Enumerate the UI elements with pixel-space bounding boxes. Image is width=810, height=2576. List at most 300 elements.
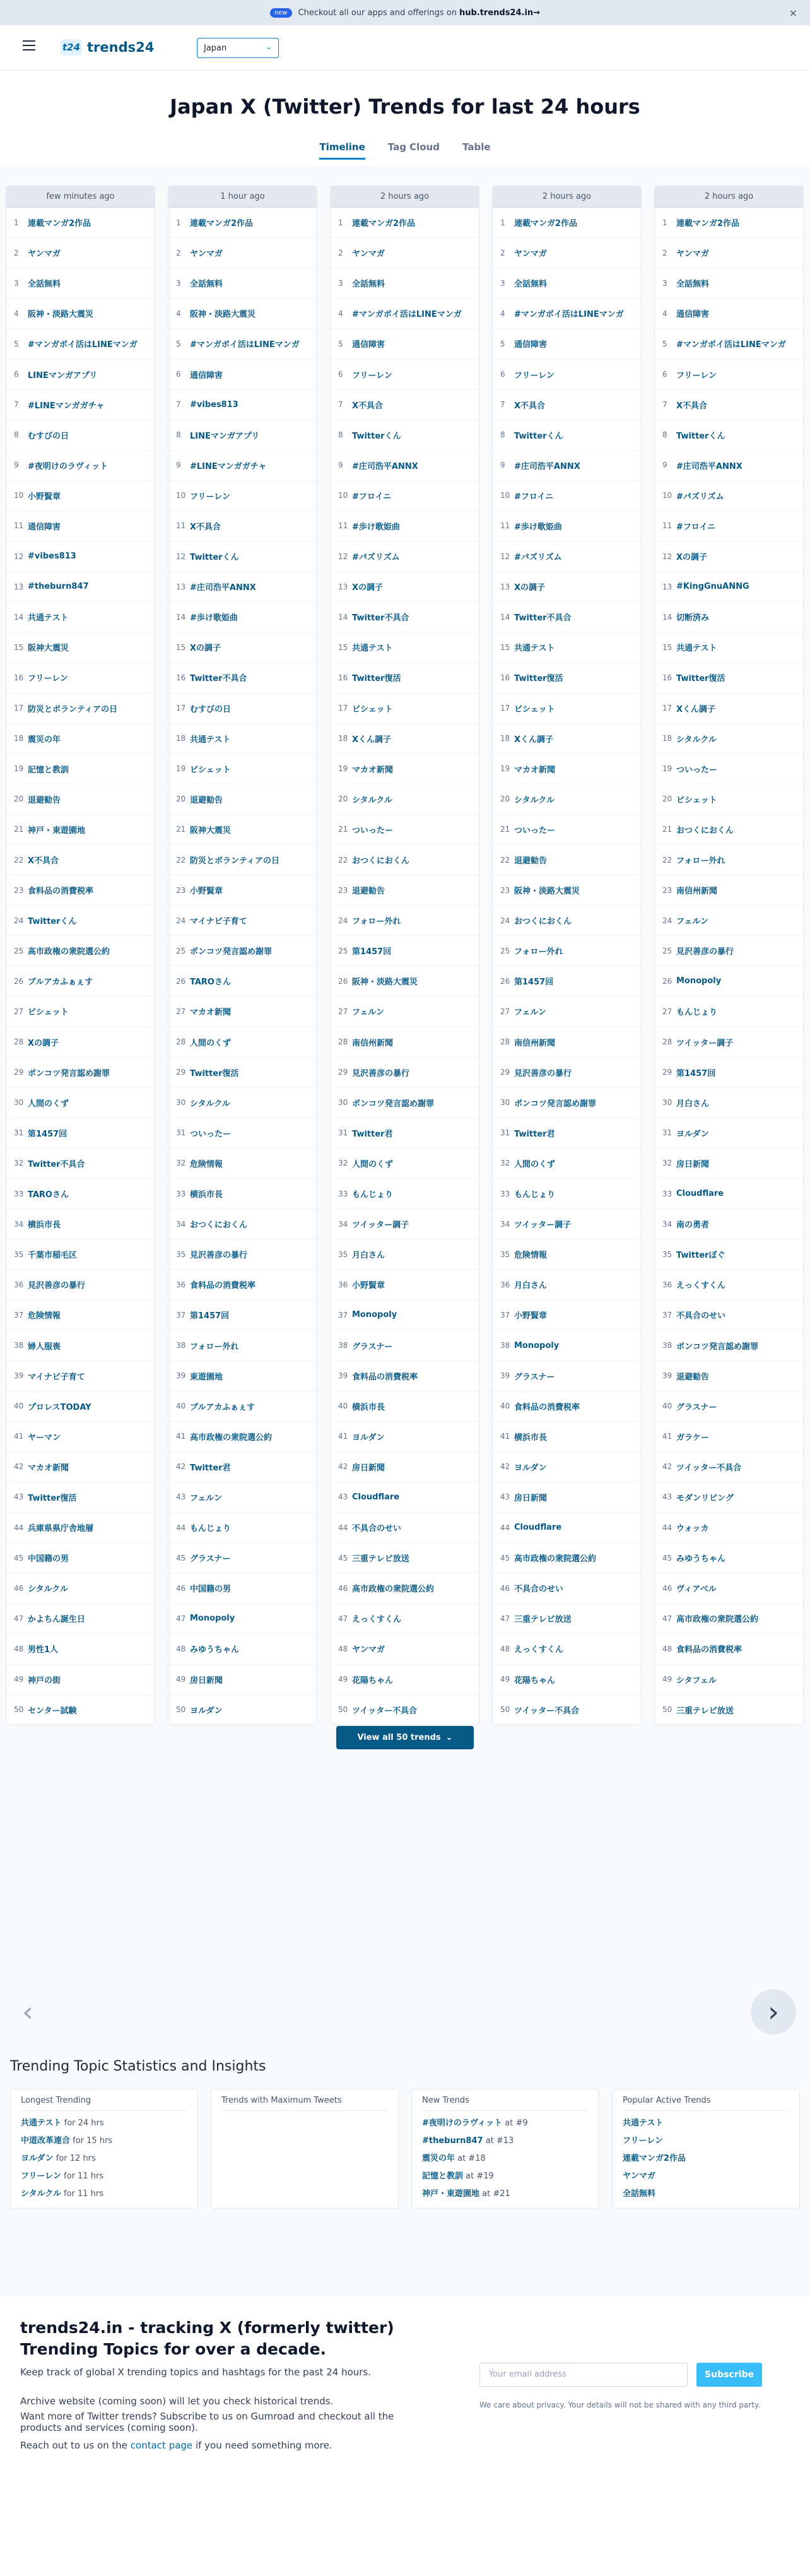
trend-rank: 5 bbox=[500, 339, 505, 348]
trend-link[interactable]: 全話無料 bbox=[514, 280, 548, 290]
trend-link[interactable]: 食料品の消費税率 bbox=[514, 1402, 580, 1412]
trend-link[interactable]: 阪神大震災 bbox=[190, 825, 232, 836]
trend-link[interactable]: ポンコツ発言認め謝罪 bbox=[190, 947, 273, 957]
trend-link[interactable]: #theburn847 bbox=[28, 582, 89, 592]
trend-rank: 36 bbox=[14, 1280, 24, 1289]
trend-link[interactable]: 退避勧告 bbox=[676, 1372, 710, 1382]
trend-link[interactable]: 見沢善彦の暴行 bbox=[514, 1068, 572, 1078]
trend-link[interactable]: Twitter復活 bbox=[514, 674, 563, 684]
trend-link[interactable]: 千葉市稲毛区 bbox=[28, 1251, 78, 1261]
trend-link[interactable]: 見沢善彦の暴行 bbox=[676, 947, 734, 957]
trend-link[interactable]: #vibes813 bbox=[28, 552, 76, 562]
trend-link[interactable]: かよちん誕生日 bbox=[28, 1615, 86, 1625]
trend-link[interactable]: 危険情報 bbox=[190, 1159, 223, 1169]
trend-link[interactable]: ツイッター不具合 bbox=[352, 1706, 418, 1716]
trend-link[interactable]: 防災とボランティアの日 bbox=[28, 704, 117, 714]
trend-link[interactable]: 通信障害 bbox=[676, 310, 710, 320]
trend-link[interactable]: フリーレン bbox=[190, 492, 230, 502]
trend-link[interactable]: Twitterぼぐ bbox=[676, 1251, 725, 1261]
trend-link[interactable]: えっくすくん bbox=[352, 1615, 402, 1625]
trend-link[interactable]: LINEマンガアプリ bbox=[190, 431, 260, 441]
trend-link[interactable]: 共通テスト bbox=[21, 2118, 62, 2128]
trend-link[interactable]: 中道改革連合 bbox=[21, 2136, 71, 2146]
trend-row bbox=[168, 1058, 317, 1088]
trend-link[interactable]: フリーレン bbox=[623, 2136, 663, 2146]
trend-link[interactable]: シタルクル bbox=[352, 795, 392, 805]
trend-link[interactable]: ヤンマガ bbox=[190, 249, 223, 259]
trend-link[interactable]: 人間のくず bbox=[28, 1099, 69, 1109]
trend-link[interactable]: 東遊園地 bbox=[190, 1372, 223, 1382]
trend-link[interactable]: ビシェット bbox=[28, 1008, 69, 1018]
trend-link[interactable]: もんじょり bbox=[352, 1190, 394, 1200]
trend-link[interactable]: TAROさん bbox=[190, 978, 231, 988]
trend-link[interactable]: ついったー bbox=[676, 765, 718, 775]
trend-link[interactable]: 高市政権の衆院選公約 bbox=[514, 1554, 597, 1564]
trend-link[interactable]: 共通テスト bbox=[676, 644, 717, 654]
trend-link[interactable]: 食料品の消費税率 bbox=[352, 1372, 418, 1382]
trend-rank: 19 bbox=[338, 764, 348, 774]
trend-link[interactable]: 小野賢章 bbox=[28, 492, 61, 502]
trend-link[interactable]: 通信障害 bbox=[190, 370, 223, 381]
trend-link[interactable]: Xの調子 bbox=[352, 583, 384, 593]
trend-row bbox=[6, 298, 155, 329]
trend-link[interactable]: シタルクル bbox=[28, 1585, 68, 1595]
trend-link[interactable]: マカオ新聞 bbox=[28, 1463, 69, 1473]
trend-link[interactable]: Twitterくん bbox=[28, 917, 77, 927]
trend-link[interactable]: 記憶と教訓 bbox=[422, 2171, 464, 2181]
trend-link[interactable]: 危険情報 bbox=[514, 1251, 548, 1261]
trend-link[interactable]: #パズリズム bbox=[514, 553, 562, 563]
trend-link[interactable]: マイナビ子育て bbox=[28, 1372, 85, 1382]
trend-link[interactable]: Monopoly bbox=[676, 976, 722, 986]
trend-link[interactable]: シタルクル bbox=[676, 735, 717, 745]
trend-link[interactable]: Twitter君 bbox=[514, 1129, 555, 1139]
trend-link[interactable]: ビシェット bbox=[352, 704, 393, 714]
trend-link[interactable]: ヤーマン bbox=[28, 1433, 61, 1443]
trend-link[interactable]: ポンコツ発言認め謝罪 bbox=[676, 1342, 759, 1352]
trend-link[interactable]: TAROさん bbox=[28, 1190, 69, 1200]
trend-link[interactable]: 横浜市長 bbox=[352, 1402, 385, 1412]
trend-link[interactable]: 房日新聞 bbox=[352, 1463, 385, 1473]
trend-link[interactable]: 第1457回 bbox=[28, 1129, 68, 1139]
trend-link[interactable]: ポンコツ発言認め謝罪 bbox=[352, 1099, 435, 1109]
trend-rank: 13 bbox=[338, 582, 348, 591]
trend-link[interactable]: 共通テスト bbox=[190, 735, 231, 745]
trend-link[interactable]: ヴィアベル bbox=[676, 1585, 717, 1595]
trend-link[interactable]: もんじょり bbox=[190, 1524, 232, 1534]
trend-link[interactable]: Cloudflare bbox=[514, 1523, 562, 1533]
trend-row bbox=[168, 875, 317, 906]
trend-link[interactable]: モダンリビング bbox=[676, 1493, 734, 1503]
tab-table[interactable]: Table bbox=[462, 141, 491, 153]
trend-link[interactable]: Twitter復活 bbox=[28, 1493, 77, 1503]
trend-link[interactable]: 月白さん bbox=[676, 1099, 710, 1109]
trend-link[interactable]: 阪神・淡路大震災 bbox=[352, 978, 418, 988]
trend-link[interactable]: 小野賢章 bbox=[352, 1281, 385, 1291]
trend-link[interactable]: 連載マンガ2作品 bbox=[623, 2154, 686, 2163]
trend-link[interactable]: 三重テレビ放送 bbox=[352, 1554, 409, 1564]
trend-link[interactable]: Twitterくん bbox=[352, 431, 401, 441]
logo[interactable] bbox=[61, 39, 154, 56]
trend-link[interactable]: 人間のくず bbox=[190, 1038, 232, 1048]
trend-link[interactable]: #マンガボイ活はLINEマンガ bbox=[676, 340, 786, 350]
trend-link[interactable]: 見沢善彦の暴行 bbox=[28, 1281, 86, 1291]
trend-link[interactable]: 南信州新聞 bbox=[676, 887, 718, 897]
trend-link[interactable]: 神戸の街 bbox=[28, 1675, 61, 1686]
trend-row bbox=[6, 268, 155, 298]
trend-link[interactable]: 切断済み bbox=[676, 613, 710, 623]
trend-link[interactable]: 全話無料 bbox=[676, 280, 710, 290]
trend-link[interactable]: #theburn847 bbox=[422, 2136, 483, 2146]
trend-link[interactable]: 人間のくず bbox=[514, 1159, 556, 1169]
stat-item bbox=[422, 2168, 589, 2185]
trend-link[interactable]: 連載マンガ2作品 bbox=[352, 219, 416, 229]
trend-link[interactable]: Twitter復活 bbox=[676, 674, 725, 684]
trend-link[interactable]: シタルクル bbox=[514, 795, 555, 805]
trend-link[interactable]: 食料品の消費税率 bbox=[190, 1281, 256, 1291]
trend-link[interactable]: #夜明けのラヴィット bbox=[28, 461, 109, 471]
trend-link[interactable]: Xくん調子 bbox=[676, 704, 716, 714]
trend-link[interactable]: #vibes813 bbox=[190, 399, 238, 410]
trend-link[interactable]: #フロイニ bbox=[676, 522, 715, 532]
trend-link[interactable]: マカオ新聞 bbox=[190, 1008, 232, 1018]
trend-link[interactable]: 記憶と教訓 bbox=[28, 765, 69, 775]
trend-link[interactable]: 共通テスト bbox=[352, 644, 393, 654]
trend-link[interactable]: X不具合 bbox=[352, 401, 384, 411]
trend-link[interactable]: もんじょり bbox=[676, 1008, 718, 1018]
trend-link[interactable]: 横浜市長 bbox=[514, 1433, 548, 1443]
trend-link[interactable]: 共通テスト bbox=[623, 2118, 664, 2128]
trend-link[interactable]: Cloudflare bbox=[676, 1189, 724, 1199]
trend-link[interactable]: ついったー bbox=[514, 825, 556, 836]
close-icon[interactable]: × bbox=[789, 7, 797, 19]
trend-link[interactable]: Xくん調子 bbox=[514, 735, 554, 745]
carousel-prev-button[interactable] bbox=[5, 1989, 50, 2035]
trend-link[interactable]: フォロー外れ bbox=[676, 856, 725, 866]
trend-link[interactable]: #フロイニ bbox=[514, 492, 553, 502]
trend-link[interactable]: 南信州新聞 bbox=[352, 1038, 394, 1048]
trend-link[interactable]: おつくにおくん bbox=[514, 917, 572, 927]
contact-link[interactable]: contact page bbox=[130, 2440, 193, 2451]
trend-link[interactable]: フリーレン bbox=[676, 370, 717, 381]
trend-link[interactable]: ツイッター調子 bbox=[352, 1220, 409, 1231]
trend-link[interactable]: 退避勧告 bbox=[514, 856, 548, 866]
trend-link[interactable]: Twitter不具合 bbox=[514, 613, 572, 623]
trend-link[interactable]: 見沢善彦の暴行 bbox=[190, 1251, 248, 1261]
trend-link[interactable]: 共通テスト bbox=[514, 644, 555, 654]
trend-link[interactable]: 全話無料 bbox=[28, 280, 61, 290]
trend-link[interactable]: #歩け歌姫曲 bbox=[190, 613, 238, 623]
trend-link[interactable]: X不具合 bbox=[28, 856, 59, 866]
trend-link[interactable]: ヨルダン bbox=[676, 1129, 709, 1139]
trend-link[interactable]: 第1457回 bbox=[352, 947, 392, 957]
trend-link[interactable]: #パズリズム bbox=[352, 553, 400, 563]
trend-row bbox=[331, 1239, 479, 1270]
trend-link[interactable]: フェルン bbox=[514, 1008, 547, 1018]
trend-link[interactable]: フェルン bbox=[352, 1008, 385, 1018]
trend-link[interactable]: #庄司浩平ANNX bbox=[352, 461, 418, 471]
trend-link[interactable]: 阪神大震災 bbox=[28, 644, 69, 654]
trend-link[interactable]: ツイッター調子 bbox=[514, 1220, 572, 1231]
trend-link[interactable]: ウォッカ bbox=[676, 1524, 709, 1534]
trend-link[interactable]: 阪神・淡路大震災 bbox=[28, 310, 94, 320]
trend-link[interactable]: 防災とボランティアの日 bbox=[190, 856, 279, 866]
trend-link[interactable]: フェルン bbox=[676, 917, 709, 927]
trend-link[interactable]: ついったー bbox=[190, 1129, 232, 1139]
trend-row bbox=[6, 602, 155, 632]
trend-link[interactable]: 連載マンガ2作品 bbox=[676, 219, 740, 229]
trend-link[interactable]: おつくにおくん bbox=[352, 856, 409, 866]
trend-link[interactable]: 危険情報 bbox=[28, 1311, 61, 1321]
trend-link[interactable]: #マンガボイ活はLINEマンガ bbox=[28, 340, 138, 350]
trend-link[interactable]: Monopoly bbox=[352, 1310, 397, 1320]
trend-link[interactable]: 阪神・淡路大震災 bbox=[514, 887, 580, 897]
trend-link[interactable]: Twitter君 bbox=[352, 1129, 393, 1139]
trend-link[interactable]: 横浜市長 bbox=[28, 1220, 61, 1231]
trend-link[interactable]: ヤンマガ bbox=[623, 2171, 655, 2181]
trend-link[interactable]: #マンガボイ活はLINEマンガ bbox=[514, 310, 624, 320]
trend-link[interactable]: 小野賢章 bbox=[514, 1311, 548, 1321]
menu-icon[interactable] bbox=[23, 40, 35, 50]
tab-tag-cloud[interactable]: Tag Cloud bbox=[387, 141, 440, 153]
trend-link[interactable]: 中国籍の男 bbox=[28, 1554, 69, 1564]
trend-link[interactable]: ガラケー bbox=[676, 1433, 710, 1443]
trend-link[interactable]: Monopoly bbox=[514, 1340, 560, 1350]
trend-link[interactable]: ヤンマガ bbox=[28, 249, 61, 259]
trend-link[interactable]: シタルクル bbox=[21, 2189, 61, 2199]
trend-link[interactable]: 房日新聞 bbox=[676, 1159, 710, 1169]
trend-link[interactable]: フリーレン bbox=[514, 370, 555, 381]
trend-link[interactable]: ヤンマガ bbox=[676, 249, 709, 259]
trend-link[interactable]: Twitter不具合 bbox=[352, 613, 409, 623]
trend-link[interactable]: シタフェル bbox=[676, 1675, 717, 1686]
trend-link[interactable]: 全話無料 bbox=[190, 280, 223, 290]
trend-link[interactable]: ヤンマガ bbox=[514, 249, 547, 259]
trend-link[interactable]: もんじょり bbox=[514, 1190, 556, 1200]
column-timestamp: few minutes ago bbox=[6, 186, 155, 208]
trend-link[interactable]: 通信障害 bbox=[28, 522, 61, 532]
trend-link[interactable]: むすびの日 bbox=[190, 704, 232, 714]
trend-link[interactable]: Xくん調子 bbox=[352, 735, 392, 745]
trend-link[interactable]: Cloudflare bbox=[352, 1492, 400, 1502]
trend-link[interactable]: ヨルダン bbox=[514, 1463, 547, 1473]
trend-link[interactable]: みゆうちゃん bbox=[190, 1645, 240, 1655]
trend-link[interactable]: 食料品の消費税率 bbox=[28, 887, 94, 897]
trend-link[interactable]: おつくにおくん bbox=[190, 1220, 247, 1231]
trend-link[interactable]: ヤンマガ bbox=[352, 249, 385, 259]
trend-link[interactable]: Twitterくん bbox=[514, 431, 563, 441]
trend-link[interactable]: 第1457回 bbox=[190, 1311, 230, 1321]
subscribe-button[interactable]: Subscribe bbox=[696, 2363, 762, 2387]
trend-link[interactable]: Twitter復活 bbox=[352, 674, 401, 684]
trend-link[interactable]: 高市政権の衆院選公約 bbox=[190, 1433, 273, 1443]
trend-link[interactable]: グラスナー bbox=[676, 1402, 717, 1412]
trend-link[interactable]: #パズリズム bbox=[676, 492, 724, 502]
trend-link[interactable]: 花陽ちゃん bbox=[352, 1675, 394, 1686]
trend-link[interactable]: 第1457回 bbox=[676, 1068, 716, 1078]
trend-link[interactable]: #庄司浩平ANNX bbox=[676, 461, 742, 471]
trend-link[interactable]: フェルン bbox=[190, 1493, 223, 1503]
trend-link[interactable]: 房日新聞 bbox=[514, 1493, 548, 1503]
trend-link[interactable]: みゆうちゃん bbox=[676, 1554, 726, 1564]
trend-link[interactable]: ビシェット bbox=[676, 795, 717, 805]
trend-link[interactable]: ポンコツ発言認め謝罪 bbox=[28, 1068, 110, 1078]
trend-link[interactable]: 全話無料 bbox=[623, 2189, 656, 2199]
trend-link[interactable]: グラスナー bbox=[514, 1372, 555, 1382]
trend-link[interactable]: 房日新聞 bbox=[190, 1675, 223, 1686]
trend-link[interactable]: 不具合のせい bbox=[352, 1524, 402, 1534]
trend-row bbox=[493, 784, 641, 815]
trend-row bbox=[6, 420, 155, 451]
trend-link[interactable]: #歩け歌姫曲 bbox=[352, 522, 400, 532]
trend-link[interactable]: 小野賢章 bbox=[190, 887, 223, 897]
trend-link[interactable]: #LINEマンガガチャ bbox=[28, 401, 105, 411]
trend-link[interactable]: #マンガボイ活はLINEマンガ bbox=[352, 310, 462, 320]
trend-link[interactable]: #フロイニ bbox=[352, 492, 391, 502]
trend-link[interactable]: 震災の年 bbox=[28, 735, 61, 745]
trend-link[interactable]: ヨルダン bbox=[21, 2154, 54, 2163]
trend-link[interactable]: フリーレン bbox=[21, 2171, 61, 2181]
trend-link[interactable]: #夜明けのラヴィット bbox=[422, 2118, 503, 2128]
trend-link[interactable]: 連載マンガ2作品 bbox=[28, 219, 91, 229]
trend-link[interactable]: ビシェット bbox=[190, 765, 231, 775]
trend-link[interactable]: #LINEマンガガチャ bbox=[190, 461, 267, 471]
banner-link[interactable]: hub.trends24.in→ bbox=[459, 8, 541, 18]
trend-link[interactable]: ポンコツ発言認め謝罪 bbox=[514, 1099, 597, 1109]
email-input[interactable]: Your email address bbox=[479, 2363, 688, 2387]
trend-link[interactable]: フリーレン bbox=[352, 370, 392, 381]
trend-link[interactable]: ツイッター不具合 bbox=[514, 1706, 580, 1716]
trend-link[interactable]: グラスナー bbox=[190, 1554, 231, 1564]
trend-link[interactable]: 震災の年 bbox=[422, 2154, 455, 2163]
trend-link[interactable]: Twitter不具合 bbox=[190, 674, 247, 684]
trend-link[interactable]: 神戸・東遊園地 bbox=[422, 2189, 480, 2199]
trend-link[interactable]: 退避勧告 bbox=[28, 795, 61, 805]
trend-link[interactable]: 不具合のせい bbox=[514, 1585, 564, 1595]
trend-link[interactable]: 共通テスト bbox=[28, 613, 69, 623]
trend-link[interactable]: ブルアカふぁぇす bbox=[190, 1402, 255, 1412]
tab-timeline[interactable]: Timeline bbox=[319, 141, 365, 160]
trend-link[interactable]: センター試験 bbox=[28, 1706, 77, 1716]
trend-link[interactable]: 三重テレビ放送 bbox=[676, 1706, 734, 1716]
trend-link[interactable]: 不具合のせい bbox=[676, 1311, 726, 1321]
trend-link[interactable]: 高市政権の衆院選公約 bbox=[352, 1585, 435, 1595]
trend-link[interactable]: #マンガボイ活はLINEマンガ bbox=[190, 340, 300, 350]
trend-link[interactable]: Twitter君 bbox=[190, 1463, 231, 1473]
trend-link[interactable]: ヨルダン bbox=[190, 1706, 223, 1716]
trend-link[interactable]: えっくすくん bbox=[676, 1281, 726, 1291]
trend-link[interactable]: 第1457回 bbox=[514, 978, 554, 988]
country-select[interactable] bbox=[197, 38, 279, 58]
trend-link[interactable]: むすびの日 bbox=[28, 431, 69, 441]
trend-link[interactable]: 花陽ちゃん bbox=[514, 1675, 556, 1686]
trend-link[interactable]: 三重テレビ放送 bbox=[514, 1615, 572, 1625]
trend-link[interactable]: 高市政権の衆院選公約 bbox=[676, 1615, 759, 1625]
trend-link[interactable]: ついったー bbox=[352, 825, 394, 836]
trend-link[interactable]: X不具合 bbox=[676, 401, 708, 411]
trend-row bbox=[168, 1088, 317, 1118]
trend-link[interactable]: 連載マンガ2作品 bbox=[190, 219, 254, 229]
trend-link[interactable]: ヨルダン bbox=[352, 1433, 385, 1443]
trend-link[interactable]: 通信障害 bbox=[514, 340, 548, 350]
trend-link[interactable]: マイナビ子育て bbox=[190, 917, 247, 927]
trend-link[interactable]: おつくにおくん bbox=[676, 825, 734, 836]
trend-link[interactable]: 神戸・東遊園地 bbox=[28, 825, 86, 836]
trend-link[interactable]: 月白さん bbox=[514, 1281, 548, 1291]
trend-link[interactable]: シタルクル bbox=[190, 1099, 230, 1109]
trend-link[interactable]: X不具合 bbox=[190, 522, 221, 532]
trend-link[interactable]: LINEマンガアプリ bbox=[28, 370, 98, 381]
trend-link[interactable]: Xの調子 bbox=[190, 644, 221, 654]
trend-link[interactable]: 通信障害 bbox=[352, 340, 385, 350]
trend-row bbox=[493, 481, 641, 511]
trend-link[interactable]: ブルアカふぁぇす bbox=[28, 978, 93, 988]
trend-link[interactable]: ビシェット bbox=[514, 704, 555, 714]
trend-link[interactable]: フリーレン bbox=[28, 674, 68, 684]
trend-link[interactable]: 男性1人 bbox=[28, 1645, 59, 1655]
trend-link[interactable]: 南の勇者 bbox=[676, 1220, 710, 1231]
trend-link[interactable]: ヤンマガ bbox=[352, 1645, 385, 1655]
trend-link[interactable]: 月白さん bbox=[352, 1251, 385, 1261]
view-all-button[interactable] bbox=[336, 1726, 474, 1749]
trend-link[interactable]: Twitterくん bbox=[676, 431, 725, 441]
trend-link[interactable]: 人間のくず bbox=[352, 1159, 394, 1169]
trend-link[interactable]: 婦人服喪 bbox=[28, 1342, 61, 1352]
carousel-next-button[interactable] bbox=[751, 1989, 796, 2035]
trend-link[interactable]: #歩け歌姫曲 bbox=[514, 522, 562, 532]
trend-link[interactable]: ツイッター調子 bbox=[676, 1038, 734, 1048]
trend-link[interactable]: マカオ新聞 bbox=[352, 765, 394, 775]
trend-rank: 10 bbox=[500, 491, 510, 500]
trend-link[interactable]: フォロー外れ bbox=[514, 947, 563, 957]
trend-link[interactable]: Twitter不具合 bbox=[28, 1159, 85, 1169]
trend-link[interactable]: 横浜市長 bbox=[190, 1190, 223, 1200]
trend-link[interactable]: #KingGnuANNG bbox=[676, 582, 749, 592]
trend-link[interactable]: 退避勧告 bbox=[190, 795, 223, 805]
trend-link[interactable]: #庄司浩平ANNX bbox=[514, 461, 580, 471]
trend-link[interactable]: Twitterくん bbox=[190, 553, 239, 563]
trend-link[interactable]: Twitter復活 bbox=[190, 1068, 239, 1078]
trend-link[interactable]: 連載マンガ2作品 bbox=[514, 219, 578, 229]
trend-link[interactable]: 全話無料 bbox=[352, 280, 385, 290]
trend-link[interactable]: #庄司浩平ANNX bbox=[190, 583, 256, 593]
trend-link[interactable]: Xの調子 bbox=[514, 583, 546, 593]
trend-link[interactable]: Xの調子 bbox=[28, 1038, 59, 1048]
trend-link[interactable]: ツイッター不具合 bbox=[676, 1463, 742, 1473]
trend-link[interactable]: 食料品の消費税率 bbox=[676, 1645, 742, 1655]
trend-link[interactable]: プロレスTODAY bbox=[28, 1402, 91, 1412]
trend-link[interactable]: 見沢善彦の暴行 bbox=[352, 1068, 410, 1078]
trend-link[interactable]: Xの調子 bbox=[676, 553, 708, 563]
trend-link[interactable]: フォロー外れ bbox=[190, 1342, 239, 1352]
trend-link[interactable]: フォロー外れ bbox=[352, 917, 401, 927]
trend-row bbox=[655, 1573, 803, 1604]
trend-link[interactable]: 南信州新聞 bbox=[514, 1038, 556, 1048]
trend-link[interactable]: 高市政権の衆院選公約 bbox=[28, 947, 110, 957]
trend-rank: 14 bbox=[14, 612, 24, 622]
trend-link[interactable]: 退避勧告 bbox=[352, 887, 385, 897]
trend-link[interactable]: 中国籍の男 bbox=[190, 1585, 232, 1595]
trend-link[interactable]: Monopoly bbox=[190, 1614, 235, 1624]
trend-link[interactable]: 兵庫県県庁舎地層 bbox=[28, 1524, 94, 1534]
trend-link[interactable]: X不具合 bbox=[514, 401, 546, 411]
trend-link[interactable]: マカオ新聞 bbox=[514, 765, 556, 775]
trend-link[interactable]: えっくすくん bbox=[514, 1645, 564, 1655]
trend-link[interactable]: グラスナー bbox=[352, 1342, 393, 1352]
trend-rank: 12 bbox=[500, 552, 510, 561]
page-header bbox=[0, 71, 810, 165]
trend-link[interactable]: 阪神・淡路大震災 bbox=[190, 310, 256, 320]
